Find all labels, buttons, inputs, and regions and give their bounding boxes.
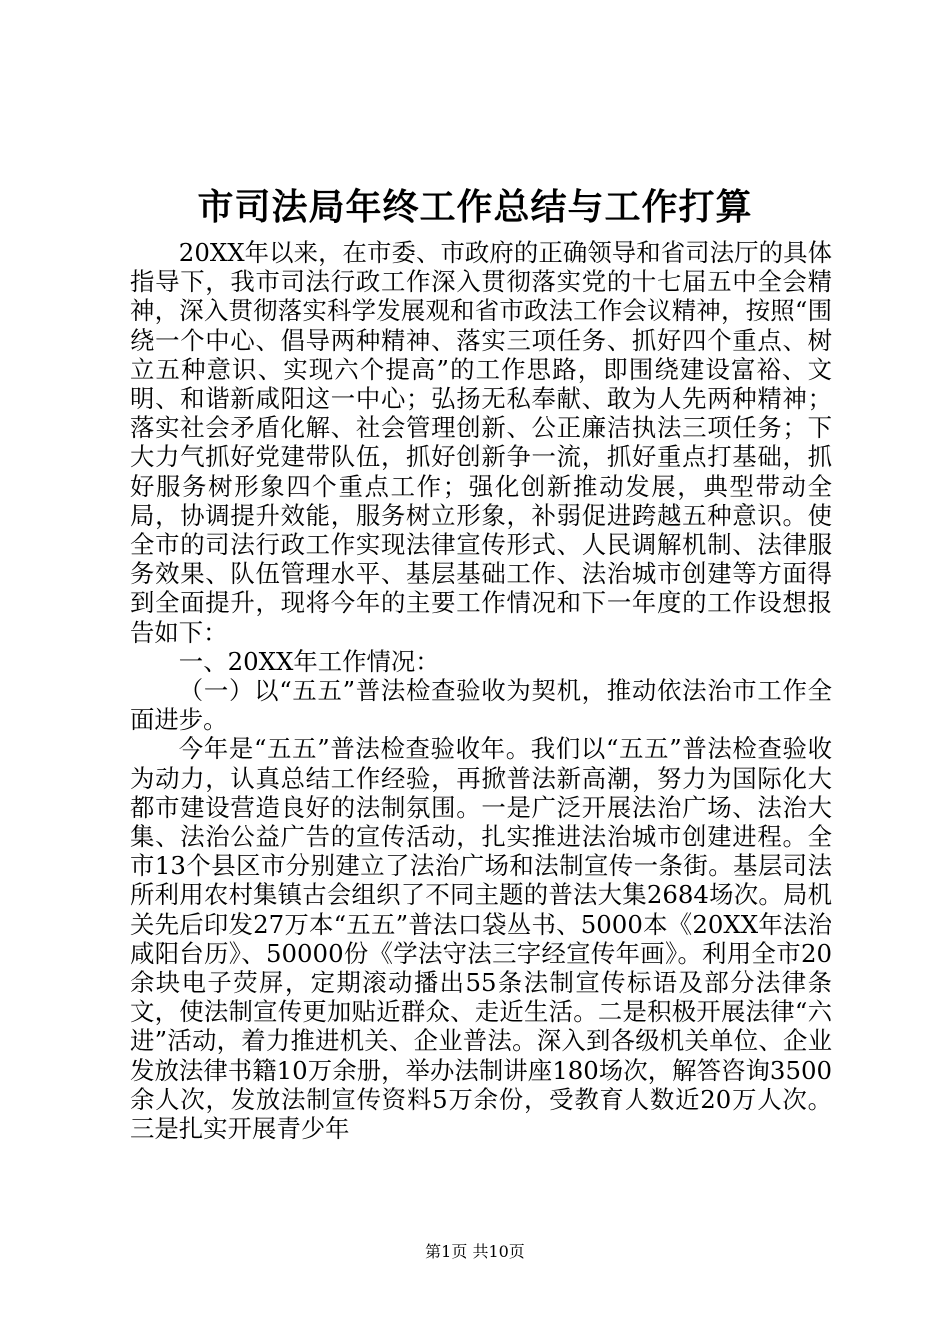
body-paragraph: 今年是“五五”普法检查验收年。我们以“五五”普法检查验收为动力，认真总结工作经验，再掀普法新高潮，努力为国际化大都市建设营造良好的法制氛围。一是广泛开展法治广场、法治大集、法治公益广告的宣传活动，扎实推进法治城市创建进程。全市13个县区市分别建立了法治广场和法制宣传一条街。基层司法所利用农村集镇古会组织了不同主题的普法大集2684场次。局机关先后印发27万本“五五”普法口袋丛书、5000本《20XX年法治咸阳台历》、50000份《学法守法三字经宣传年画》。利用全市20余块电子荧屏，定期滚动播出55条法制宣传标语及部分法律条文，使法制宣传更加贴近群众、走近生活。二是积极开展法律“六进”活动，着力推进机关、企业普法。深入到各级机关单位、企业发放法律书籍10万余册，举办法制讲座180场次，解答咨询3500余人次，发放法制宣传资料5万余份，受教育人数近20万人次。三是扎实开展青少年 <box>130 734 832 1144</box>
document-body <box>130 238 832 1143</box>
document-title: 市司法局年终工作总结与工作打算 <box>197 187 753 228</box>
section-heading: 一、20XX年工作情况： <box>178 646 440 676</box>
subsection-heading: （一）以“五五”普法检查验收为契机，推动依法治市工作全面进步。 <box>130 676 832 735</box>
page-footer: 第1页 共10页 <box>425 1242 525 1261</box>
intro-paragraph: 20XX年以来，在市委、市政府的正确领导和省司法厅的具体指导下，我市司法行政工作深入贯彻落实党的十七届五中全会精神，深入贯彻落实科学发展观和省市政法工作会议精神，按照“围绕一个中心、倡导两种精神、落实三项任务、抓好四个重点、树立五种意识、实现六个提高”的工作思路，即围绕建设富裕、文明、和谐新咸阳这一中心；弘扬无私奉献、敢为人先两种精神；落实社会矛盾化解、社会管理创新、公正廉洁执法三项任务；下大力气抓好党建带队伍，抓好创新争一流，抓好重点打基础，抓好服务树形象四个重点工作；强化创新推动发展，典型带动全局，协调提升效能，服务树立形象，补弱促进跨越五种意识。使全市的司法行政工作实现法律宣传形式、人民调解机制、法律服务效果、队伍管理水平、基层基础工作、法治城市创建等方面得到全面提升，现将今年的主要工作情况和下一年度的工作设想报告如下： <box>130 238 832 647</box>
